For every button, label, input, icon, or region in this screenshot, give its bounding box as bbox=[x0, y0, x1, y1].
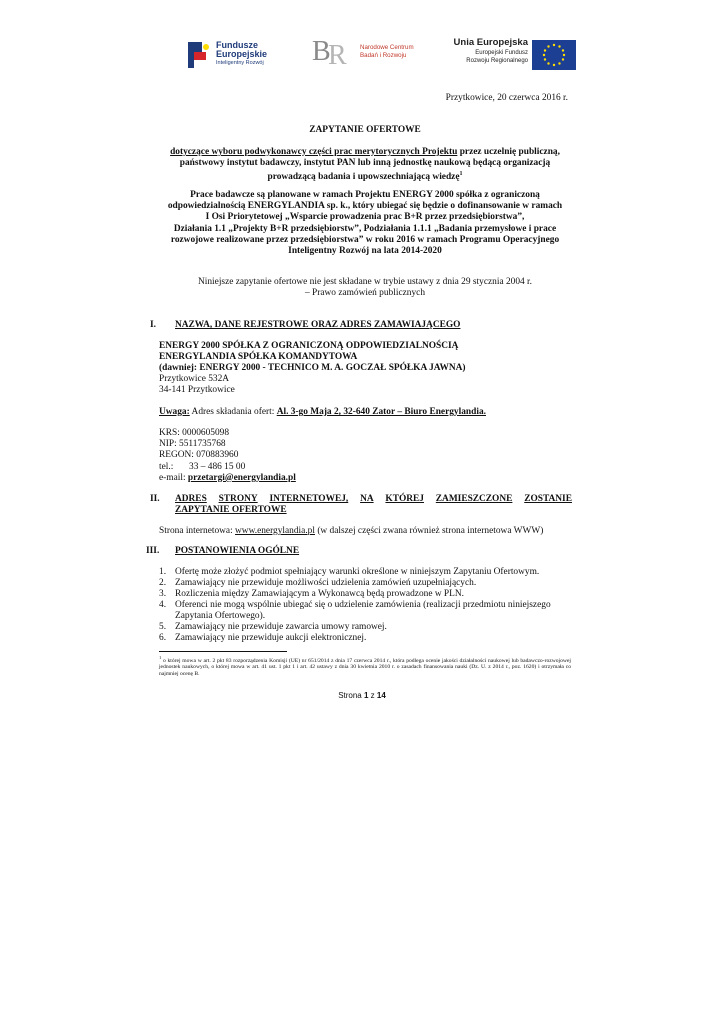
project-line: Inteligentny Rozwój na lata 2014-2020 bbox=[288, 246, 442, 257]
law-line: – Prawo zamówień publicznych bbox=[304, 288, 426, 299]
list-number: 1. bbox=[159, 567, 167, 577]
list-item bbox=[159, 622, 387, 633]
section-1-heading: NAZWA, DANE REJESTROWE ORAZ ADRES ZAMAWIAJĄCEGO bbox=[175, 320, 461, 330]
footnote-text: o której mowa w art. 2 pkt 83 rozporządzenia Komisji (UE) nr 651/2014 z dnia 17 czerwca 2014 r., która podlega ocenie jakości działalności naukowej lub badawczo-rozwojowej jednostek naukowych, o której mowa w art. 41 ust. 1 pkt 1 i art. 42 ustawy z dnia 30 kwietnia 2010 r. o zasadach finansowania nauki (Dz. U. z 2014 r., poz. 1620) i otrzymała co najmniej ocenę B. bbox=[159, 657, 571, 678]
company-address bbox=[159, 374, 235, 396]
list-item bbox=[159, 589, 464, 600]
list-text: Ofertę może złożyć podmiot spełniający warunki określone w niniejszym Zapytaniu Ofertowym. bbox=[175, 567, 540, 577]
address-line: 34-141 Przytkowice bbox=[159, 385, 235, 396]
heading-word: KTÓREJ bbox=[385, 494, 424, 504]
section-3-heading: POSTANOWIENIA OGÓLNE bbox=[175, 546, 300, 556]
fe-line1: Fundusze bbox=[216, 40, 258, 50]
site-rest: (w dalszej części zwana również strona internetowa WWW) bbox=[314, 526, 544, 536]
ncbr-line1: Narodowe Centrum bbox=[360, 44, 414, 51]
svg-text:R: R bbox=[328, 40, 347, 71]
page-total: 14 bbox=[376, 691, 386, 700]
intro-line2: państwowy instytut badawczy, instytut PAN lub inną jednostkę naukową będącą organizacją bbox=[179, 158, 551, 169]
heading-word: ADRES bbox=[175, 494, 207, 504]
heading-word: INTERNETOWEJ, bbox=[269, 494, 349, 504]
section-1-number: I. bbox=[150, 320, 156, 330]
intro-underlined: dotyczące wyboru podwykonawcy części prac merytorycznych Projektu bbox=[170, 147, 458, 157]
company-line: ENERGY 2000 SPÓŁKA Z OGRANICZONĄ ODPOWIEDZIALNOŚCIĄ bbox=[159, 341, 459, 351]
page-prefix: Strona bbox=[338, 691, 364, 700]
project-paragraph bbox=[150, 190, 580, 257]
section-2-heading-line2: ZAPYTANIE OFERTOWE bbox=[175, 505, 287, 516]
eu-line2: Rozwoju Regionalnego bbox=[466, 58, 528, 64]
fe-logo bbox=[186, 38, 272, 72]
list-text: Zamawiający nie przewiduje zawarcia umowy ramowej. bbox=[175, 622, 387, 632]
list-item bbox=[159, 567, 539, 578]
email-link[interactable]: przetargi@energylandia.pl bbox=[187, 472, 296, 483]
law-line: Niniejsze zapytanie ofertowe nie jest składane w trybie ustawy z dnia 29 stycznia 2004 r. bbox=[197, 277, 532, 287]
list-number: 4. bbox=[159, 600, 167, 610]
company-line: (dawniej: ENERGY 2000 - TECHNICO M. A. GOCZAŁ SPÓŁKA JAWNA) bbox=[159, 363, 466, 374]
ncbr-logo bbox=[312, 34, 424, 74]
date-line: Przytkowice, 20 czerwca 2016 r. bbox=[445, 93, 568, 103]
page-number bbox=[312, 691, 412, 700]
project-line: rozwojowe realizowane przez przedsiębiorstwa” w roku 2016 w ramach Programu Operacyjnego bbox=[170, 234, 560, 245]
svg-text:B: B bbox=[312, 36, 331, 67]
regon: REGON: 070883960 bbox=[159, 450, 239, 461]
nip: NIP: 5511735768 bbox=[159, 439, 226, 450]
registry-data bbox=[159, 428, 296, 484]
heading-word: NA bbox=[360, 494, 374, 504]
list-text-cont: Zapytania Ofertowego). bbox=[175, 611, 266, 621]
section-2-number: II. bbox=[150, 494, 160, 504]
list-item bbox=[159, 633, 366, 644]
list-number: 5. bbox=[159, 622, 167, 632]
ncbr-logo-icon bbox=[312, 34, 356, 74]
list-text: Zamawiający nie przewiduje aukcji elektronicznej. bbox=[175, 633, 367, 643]
email-label: e-mail: bbox=[159, 472, 188, 483]
eu-line1: Europejski Fundusz bbox=[475, 50, 528, 56]
eu-logo bbox=[442, 37, 576, 73]
note-address: Al. 3-go Maja 2, 32-640 Zator – Biuro Energylandia. bbox=[276, 407, 486, 417]
section-2-heading bbox=[175, 494, 572, 516]
note-text: Adres składania ofert: bbox=[189, 407, 277, 417]
list-number: 6. bbox=[159, 633, 167, 643]
eu-title: Unia Europejska bbox=[453, 37, 528, 48]
list-number: 3. bbox=[159, 589, 167, 599]
intro-line3: prowadzącą badania i upowszechniającą wiedzę bbox=[267, 172, 460, 183]
intro-paragraph bbox=[160, 147, 570, 184]
page-current: 1 bbox=[363, 691, 369, 700]
intro-rest: przez uczelnię publiczną, bbox=[457, 147, 560, 157]
project-line: Prace badawcze są planowane w ramach Projektu ENERGY 2000 spółka z ograniczoną bbox=[190, 190, 540, 200]
heading-word: ZAMIESZCZONE bbox=[435, 494, 513, 504]
fe-line3: Inteligentny Rozwój bbox=[216, 60, 264, 66]
list-text: Zamawiający nie przewiduje możliwości udzielenia zamówień uzupełniających. bbox=[175, 578, 477, 588]
project-line: odpowiedzialnością ENERGYLANDIA sp. k., który ubiegać się będzie o dofinansowanie w ramach bbox=[167, 201, 563, 212]
list-item bbox=[159, 578, 476, 589]
footnote-separator bbox=[159, 651, 287, 652]
heading-word: ZOSTANIE bbox=[524, 494, 572, 504]
address-line: Przytkowice 532A bbox=[159, 374, 230, 384]
heading-word: STRONY bbox=[218, 494, 258, 504]
list-text: Oferenci nie mogą wspólnie ubiegać się o udzielenie zamówienia (realizacji przedmiotu niniejszego bbox=[175, 600, 551, 610]
note-label: Uwaga: bbox=[159, 407, 190, 417]
krs: KRS: 0000605098 bbox=[159, 428, 230, 438]
site-link[interactable]: www.energylandia.pl bbox=[235, 526, 315, 536]
company-name bbox=[159, 341, 466, 375]
page-title: ZAPYTANIE OFERTOWE bbox=[309, 125, 421, 135]
tel-value: 33 – 486 15 00 bbox=[189, 461, 246, 472]
company-line: ENERGYLANDIA SPÓŁKA KOMANDYTOWA bbox=[159, 352, 358, 363]
list-text: Rozliczenia między Zamawiającym a Wykonawcą będą prowadzone w PLN. bbox=[175, 589, 464, 599]
fe-logo-icon bbox=[186, 40, 214, 70]
section-3-number: III. bbox=[146, 546, 160, 556]
footnote-ref[interactable]: 1 bbox=[459, 171, 463, 178]
website-line bbox=[159, 526, 543, 537]
ncbr-line2: Badań i Rozwoju bbox=[360, 52, 407, 59]
footnote-mark: 1 bbox=[159, 655, 162, 660]
submission-note bbox=[159, 407, 486, 418]
eu-flag-icon bbox=[532, 40, 576, 70]
fe-line2: Europejskie bbox=[216, 49, 268, 59]
page-sep: z bbox=[368, 691, 377, 700]
list-number: 2. bbox=[159, 578, 167, 588]
list-item bbox=[159, 600, 551, 622]
project-line: Działania 1.1 „Projekty B+R przedsiębiorstw”, Podziałania 1.1.1 „Badania przemysłowe i prace bbox=[173, 223, 557, 234]
tel-label: tel.: bbox=[159, 461, 174, 472]
law-paragraph bbox=[150, 277, 580, 299]
project-line: I Osi Priorytetowej „Wsparcie prowadzenia prac B+R przez przedsiębiorstwa”, bbox=[205, 212, 525, 223]
footnote bbox=[159, 655, 571, 678]
site-label: Strona internetowa: bbox=[159, 526, 236, 536]
